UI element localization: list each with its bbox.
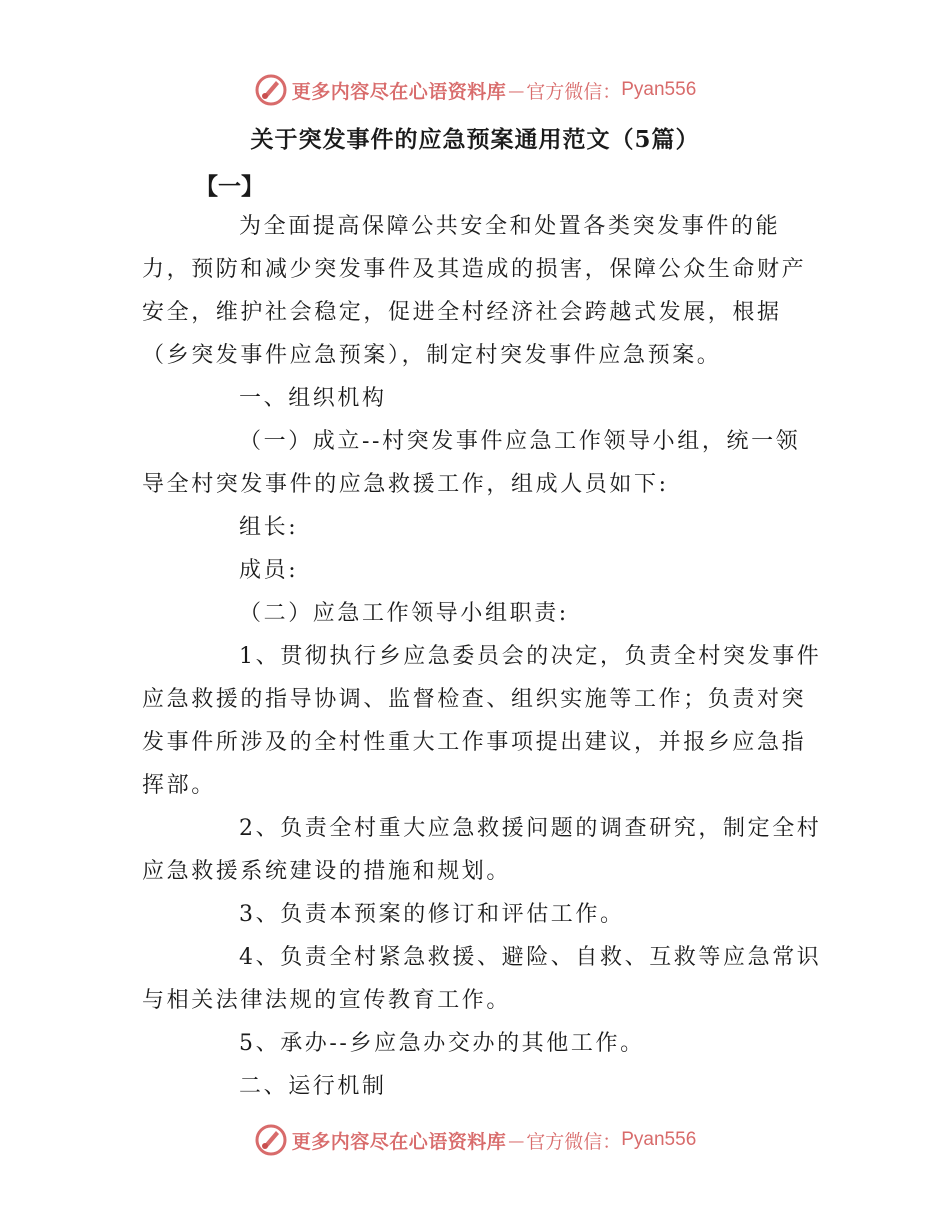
header-banner-content <box>254 73 697 107</box>
paragraph: 5、承办--乡应急办交办的其他工作。 <box>239 1031 645 1056</box>
seal-logo-icon <box>254 73 288 107</box>
paragraph: 二、运行机制 <box>239 1074 387 1099</box>
paragraph: 4、负责全村紧急救援、避险、自救、互救等应急常识与相关法律法规的宣传教育工作。 <box>142 945 822 1013</box>
banner-text: 更多内容尽在心语资料库 <box>291 80 507 103</box>
footer-banner <box>0 1120 950 1160</box>
paragraph: 2、负责全村重大应急救援问题的调查研究，制定全村应急救援系统建设的措施和规划。 <box>142 816 822 884</box>
document-title: 关于突发事件的应急预案通用范文（5篇） <box>250 126 700 153</box>
banner-label: 官方微信： <box>526 1130 622 1153</box>
document-body <box>142 205 822 1108</box>
section-heading: 【一】 <box>195 173 264 200</box>
paragraph: 1、贯彻执行乡应急委员会的决定，负责全村突发事件应急救援的指导协调、监督检查、组织实施等工作；负责对突发事件所涉及的全村性重大工作事项提出建议，并报乡应急指挥部。 <box>142 644 822 798</box>
banner-wechat-id: Pyan556 <box>621 79 697 100</box>
paragraph: 3、负责本预案的修订和评估工作。 <box>239 902 625 927</box>
banner-wechat-id: Pyan556 <box>621 1129 697 1150</box>
banner-dash: — <box>508 1130 525 1150</box>
footer-banner-content <box>254 1123 697 1157</box>
paragraph: （一）成立--村突发事件应急工作领导小组，统一领导全村突发事件的应急救援工作，组成人员如下: <box>142 429 801 497</box>
banner-dash: — <box>508 80 525 100</box>
paragraph: （二）应急工作领导小组职责: <box>239 601 569 626</box>
banner-text: 更多内容尽在心语资料库 <box>291 1130 507 1153</box>
header-banner <box>0 70 950 110</box>
paragraph: 成员: <box>239 558 299 583</box>
banner-label: 官方微信： <box>526 80 622 103</box>
paragraph: 一、组织机构 <box>239 386 387 411</box>
seal-logo-icon <box>254 1123 288 1157</box>
paragraph: 组长: <box>239 515 299 540</box>
paragraph: 为全面提高保障公共安全和处置各类突发事件的能力，预防和减少突发事件及其造成的损害，保障公众生命财产安全，维护社会稳定，促进全村经济社会跨越式发展，根据（乡突发事件应急预案），制定村突发事件应急预案。 <box>142 214 807 368</box>
